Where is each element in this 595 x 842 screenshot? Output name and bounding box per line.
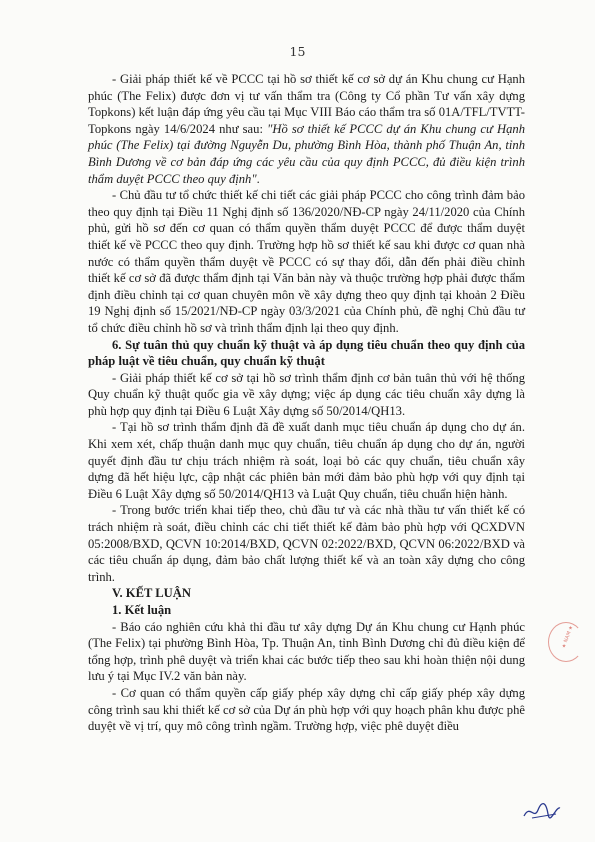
paragraph-text: - Trong bước triển khai tiếp theo, chủ đầu tư và các nhà thầu tư vấn thiết kế có trách nhiệm rà soát, điều chỉnh các chi tiết thiết kế đảm bảo phù hợp với QCXDVN 05:2008/BXD, QCVN 10:2014/BXD, QCVN 02:2022/BXD, QCVN 06:2022/BXD và các tiêu chuẩn áp dụng, đảm bảo chất lượng thiết kế và an toàn xây dựng cho công trình. [88,503,525,584]
document-body [88,71,525,735]
body-paragraph [88,419,525,502]
quoted-conclusion: "Hồ sơ thiết kế PCCC dự án Khu chung cư Hạnh phúc (The Felix) tại đường Nguyễn Du, phường Bình Hòa, thành phố Thuận An, tỉnh Bình Dương về cơ bản đáp ứng các yêu cầu của quy định PCCC, đủ điều kiện trình thẩm duyệt PCCC theo quy định" [88,121,525,186]
paragraph-text: - Giải pháp thiết kế cơ sở tại hồ sơ trình thẩm định cơ bản tuân thủ với hệ thống Quy chuẩn kỹ thuật quốc gia về xây dựng; việc áp dụng các tiêu chuẩn xây dựng là phù hợp quy định tại Điều 6 Luật Xây dựng số 50/2014/QH13. [88,370,525,418]
paragraph-text: - Chủ đầu tư tổ chức thiết kế chi tiết các giải pháp PCCC cho công trình đảm bảo theo quy định tại Điều 11 Nghị định số 136/2020/NĐ-CP ngày 24/11/2020 của Chính phủ, gửi hồ sơ đến cơ quan có thẩm quyền thẩm duyệt PCCC để được thẩm duyệt thiết kế về PCCC theo quy định. Trường hợp hồ sơ thiết kế sau khi được cơ quan nhà nước có thẩm quyền thẩm duyệt về PCCC có sự thay đổi, dẫn đến phải điều chỉnh thiết kế cơ sở đã được thẩm định tại Văn bản này và thuộc trường hợp phải được thẩm định điều chỉnh tại cơ quan chuyên môn về xây dựng theo quy định tại khoản 2 Điều 19 Nghị định số 15/2021/NĐ-CP ngày 03/3/2021 của Chính phủ, đề nghị Chủ đầu tư tổ chức điều chỉnh hồ sơ và trình thẩm định lại theo quy định. [88,188,525,335]
stamp-seal-text: ★ NAM ★ [560,624,575,650]
paragraph-text: - Báo cáo nghiên cứu khả thi đầu tư xây dựng Dự án Khu chung cư Hạnh phúc (The Felix) tại phường Bình Hòa, Tp. Thuận An, tỉnh Bình Dương chỉ đủ điều kiện để tổng hợp, trình phê duyệt và triển khai các bước tiếp theo sau khi hoàn thiện nội dung lưu ý tại Mục IV.2 văn bản này. [88,619,525,684]
body-paragraph [88,502,525,585]
page-number: 15 [289,44,306,59]
paragraph-text: - Giải pháp thiết kế về PCCC tại hồ sơ thiết kế cơ sở dự án Khu chung cư Hạnh phúc (The Felix) được đơn vị tư vấn thẩm tra (Công ty Cổ phần Tư vấn xây dựng Topkons) kết luận đáp ứng yêu cầu tại Mục VIII Báo cáo thẩm tra số 01A/TFL/TVTT-Topkons ngày 14/6/2024 như sau: [88,72,525,136]
section-title: 1. Kết luận [112,603,172,617]
section-title: V. KẾT LUẬN [112,586,191,601]
paragraph-text: - Cơ quan có thẩm quyền cấp giấy phép xây dựng chỉ cấp giấy phép xây dựng công trình sau khi thiết kế cơ sở của Dự án phù hợp với quy hoạch phân khu được phê duyệt về vị trí, quy mô công trình ngầm. Trường hợp, việc phê duyệt điều [88,685,525,734]
body-paragraph [88,71,525,187]
body-paragraph [88,619,525,685]
paragraph-text: - Tại hồ sơ trình thẩm định đã đề xuất danh mục tiêu chuẩn áp dụng cho dự án. Khi xem xét, chấp thuận danh mục quy chuẩn, tiêu chuẩn áp dụng cho dự án, người quyết định đầu tư chịu trách nhiệm rà soát, loại bỏ các quy chuẩn, tiêu chuẩn xây dựng đã hết hiệu lực, cập nhật các phiên bản mới đảm bảo phù hợp với quy định tại Điều 6 Luật Xây dựng số 50/2014/QH13 và Luật Quy chuẩn, tiêu chuẩn hiện hành. [88,420,525,501]
body-paragraph [88,370,525,420]
paragraph-text: . [256,171,260,186]
section-heading: 6. Sự tuân thủ quy chuẩn kỹ thuật và áp dụng tiêu chuẩn theo quy định của pháp luật về tiêu chuẩn, quy chuẩn kỹ thuật [88,337,525,369]
body-paragraph [88,187,525,336]
signature-mark [522,800,562,822]
body-paragraph [88,685,525,735]
